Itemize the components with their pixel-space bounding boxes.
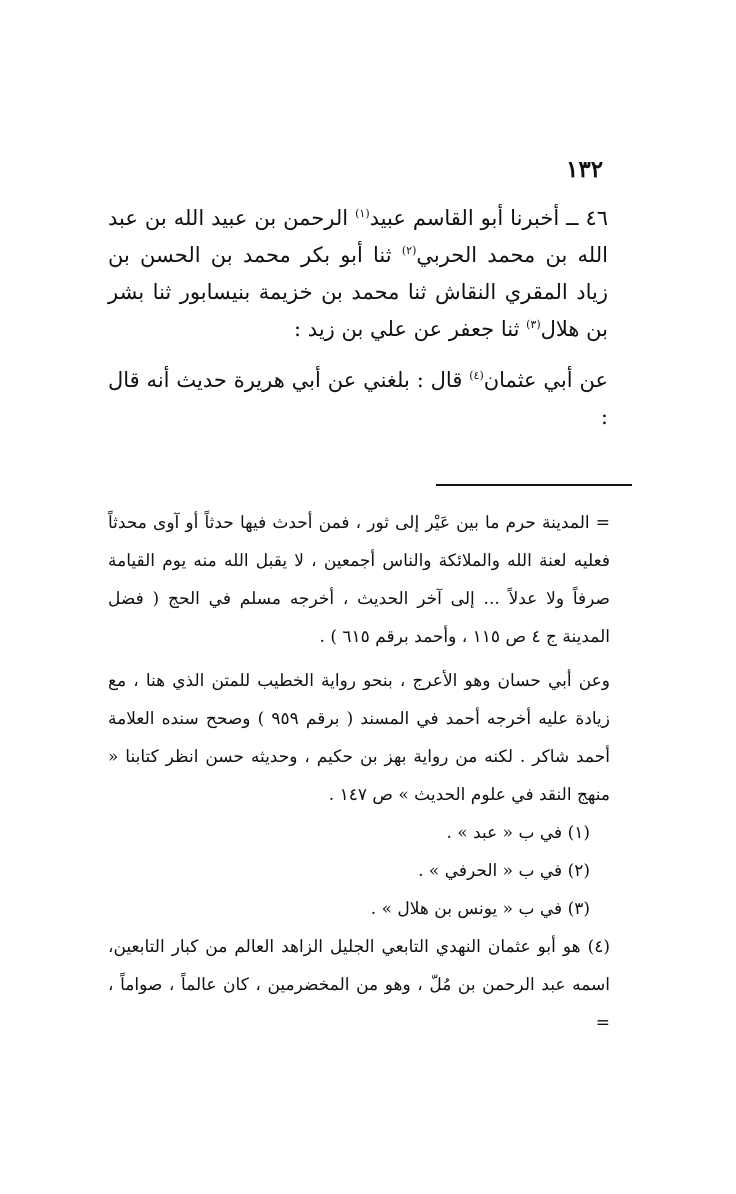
- isnad-line-4: ثنا جعفر عن علي بن زيد :: [294, 317, 520, 341]
- footnote-ref-1: (١): [355, 207, 370, 220]
- page-number: ١٣٢: [566, 156, 604, 183]
- footnotes: [108, 504, 610, 1042]
- isnad-line-1b: الرحمن بن عبيد الله بن: [144, 206, 356, 230]
- isnad-line-3: المقري النقاش ثنا محمد بن خزيمة بنيسابور ثنا بشر بن هلال: [108, 280, 608, 341]
- footnote-ref-4: (٤): [469, 369, 484, 382]
- matn-line-1b: قال : بلغني عن أبي هريرة حديث: [176, 368, 470, 392]
- hadith-matn: [108, 362, 608, 436]
- matn-line-2: أنه قال :: [108, 368, 608, 429]
- footnote-2: (٢) في ب « الحرفي » .: [418, 861, 590, 881]
- hadith-isnad: [108, 200, 608, 348]
- matn-line-1: عن أبي عثمان: [483, 368, 608, 392]
- isnad-line-2: عبد الله بن محمد الحربي: [108, 206, 608, 267]
- footnote-3: (٣) في ب « يونس بن هلال » .: [370, 899, 590, 919]
- footnote-separator: [436, 484, 632, 486]
- footnote-continuation: = المدينة حرم ما بين عَيْر إلى ثور ، فمن أحدث فيها حدثاً أو آوى محدثاً فعليه لعنة الله والملائكة والناس أجمعين ، لا يقبل الله منه يوم القيامة صرفاً ولا عدلاً ... إلى آخر الحديث ، أخرجه مسلم في الحج ( فضل المدينة ج ٤ ص ١١٥ ، وأحمد برقم ٦١٥ ) .: [108, 513, 610, 647]
- hadith-text: [108, 200, 608, 436]
- footnote-paragraph-2: وعن أبي حسان وهو الأعرج ، بنحو رواية الخطيب للمتن الذي هنا ، مع زيادة عليه أخرجه أحمد في المسند ( برقم ٩٥٩ ) وصحح سنده العلامة أحمد شاكر . لكنه من رواية بهز بن حكيم ، وحديثه حسن انظر كتابنا « منهج النقد في علوم الحديث » ص ١٤٧ .: [108, 671, 610, 805]
- isnad-line-2b: ثنا أبو بكر محمد بن الحسن بن زياد: [108, 243, 608, 304]
- footnote-ref-2: (٢): [401, 244, 417, 257]
- isnad-line-1: ٤٦ ــ أخبرنا أبو القاسم عبيد: [369, 206, 609, 230]
- footnote-ref-3: (٣): [526, 318, 541, 331]
- footnote-1: (١) في ب « عبد » .: [446, 823, 590, 843]
- footnote-4: (٤) هو أبو عثمان النهدي التابعي الجليل الزاهد العالم من كبار التابعين، اسمه عبد الرحمن بن مُلّ ، وهو من المخضرمين ، كان عالماً ، صواماً ، =: [108, 937, 610, 1033]
